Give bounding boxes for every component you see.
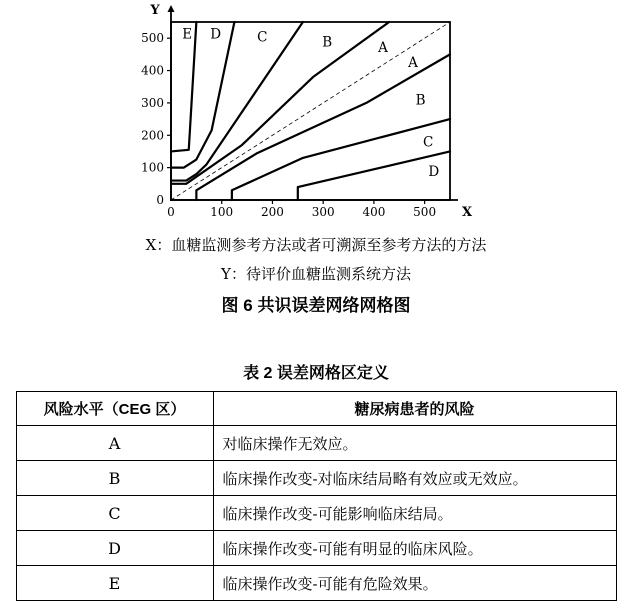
table-row-e xyxy=(16,566,616,601)
svg-text:X: X xyxy=(461,205,473,220)
svg-text:Y: Y xyxy=(150,3,160,18)
svg-text:400: 400 xyxy=(362,205,386,219)
table-row-d xyxy=(16,531,616,566)
svg-text:B: B xyxy=(322,34,333,51)
y-axis-note: Y：待评价血糖监测系统方法 xyxy=(221,265,411,283)
figure-caption: 图 6 共识误差网络网格图 xyxy=(221,296,411,315)
table-title: 表 2 误差网格区定义 xyxy=(243,365,389,382)
risk-level-cell: D xyxy=(16,531,213,566)
svg-text:300: 300 xyxy=(311,205,335,219)
svg-text:500: 500 xyxy=(141,31,164,46)
svg-text:500: 500 xyxy=(413,205,437,219)
svg-text:200: 200 xyxy=(261,205,284,219)
error-grid-definition-table xyxy=(16,391,617,601)
svg-text:B: B xyxy=(415,92,426,109)
svg-text:100: 100 xyxy=(141,160,164,175)
risk-level-cell: A xyxy=(16,426,213,461)
table-row-a xyxy=(16,426,616,461)
patient-risk-cell: 临床操作改变-对临床结局略有效应或无效应。 xyxy=(213,461,616,496)
svg-text:E: E xyxy=(182,26,193,43)
svg-text:A: A xyxy=(378,39,388,56)
svg-text:0: 0 xyxy=(167,205,175,219)
risk-level-cell: B xyxy=(16,461,213,496)
table-row-c xyxy=(16,496,616,531)
patient-risk-cell: 临床操作改变-可能有明显的临床风险。 xyxy=(213,531,616,566)
svg-text:300: 300 xyxy=(141,95,164,110)
table-row-b xyxy=(16,461,616,496)
table-body xyxy=(16,426,616,601)
x-axis-note: X：血糖监测参考方法或者可溯源至参考方法的方法 xyxy=(145,236,487,254)
svg-text:400: 400 xyxy=(141,63,164,78)
header-risk-level: 风险水平（CEG 区） xyxy=(16,392,213,426)
table-header-row xyxy=(16,392,616,426)
svg-text:100: 100 xyxy=(210,205,234,219)
header-patient-risk: 糖尿病患者的风险 xyxy=(213,392,616,426)
risk-level-cell: C xyxy=(16,496,213,531)
patient-risk-cell: 临床操作改变-可能有危险效果。 xyxy=(213,566,616,601)
consensus-error-grid-chart xyxy=(0,0,632,228)
patient-risk-cell: 临床操作改变-可能影响临床结局。 xyxy=(213,496,616,531)
patient-risk-cell: 对临床操作无效应。 xyxy=(213,426,616,461)
svg-text:C: C xyxy=(257,29,268,46)
svg-text:D: D xyxy=(428,164,440,181)
svg-text:D: D xyxy=(210,26,222,43)
svg-text:200: 200 xyxy=(141,128,164,143)
svg-text:C: C xyxy=(423,134,434,151)
svg-text:A: A xyxy=(408,54,418,71)
svg-text:0: 0 xyxy=(156,193,164,207)
risk-level-cell: E xyxy=(16,566,213,601)
